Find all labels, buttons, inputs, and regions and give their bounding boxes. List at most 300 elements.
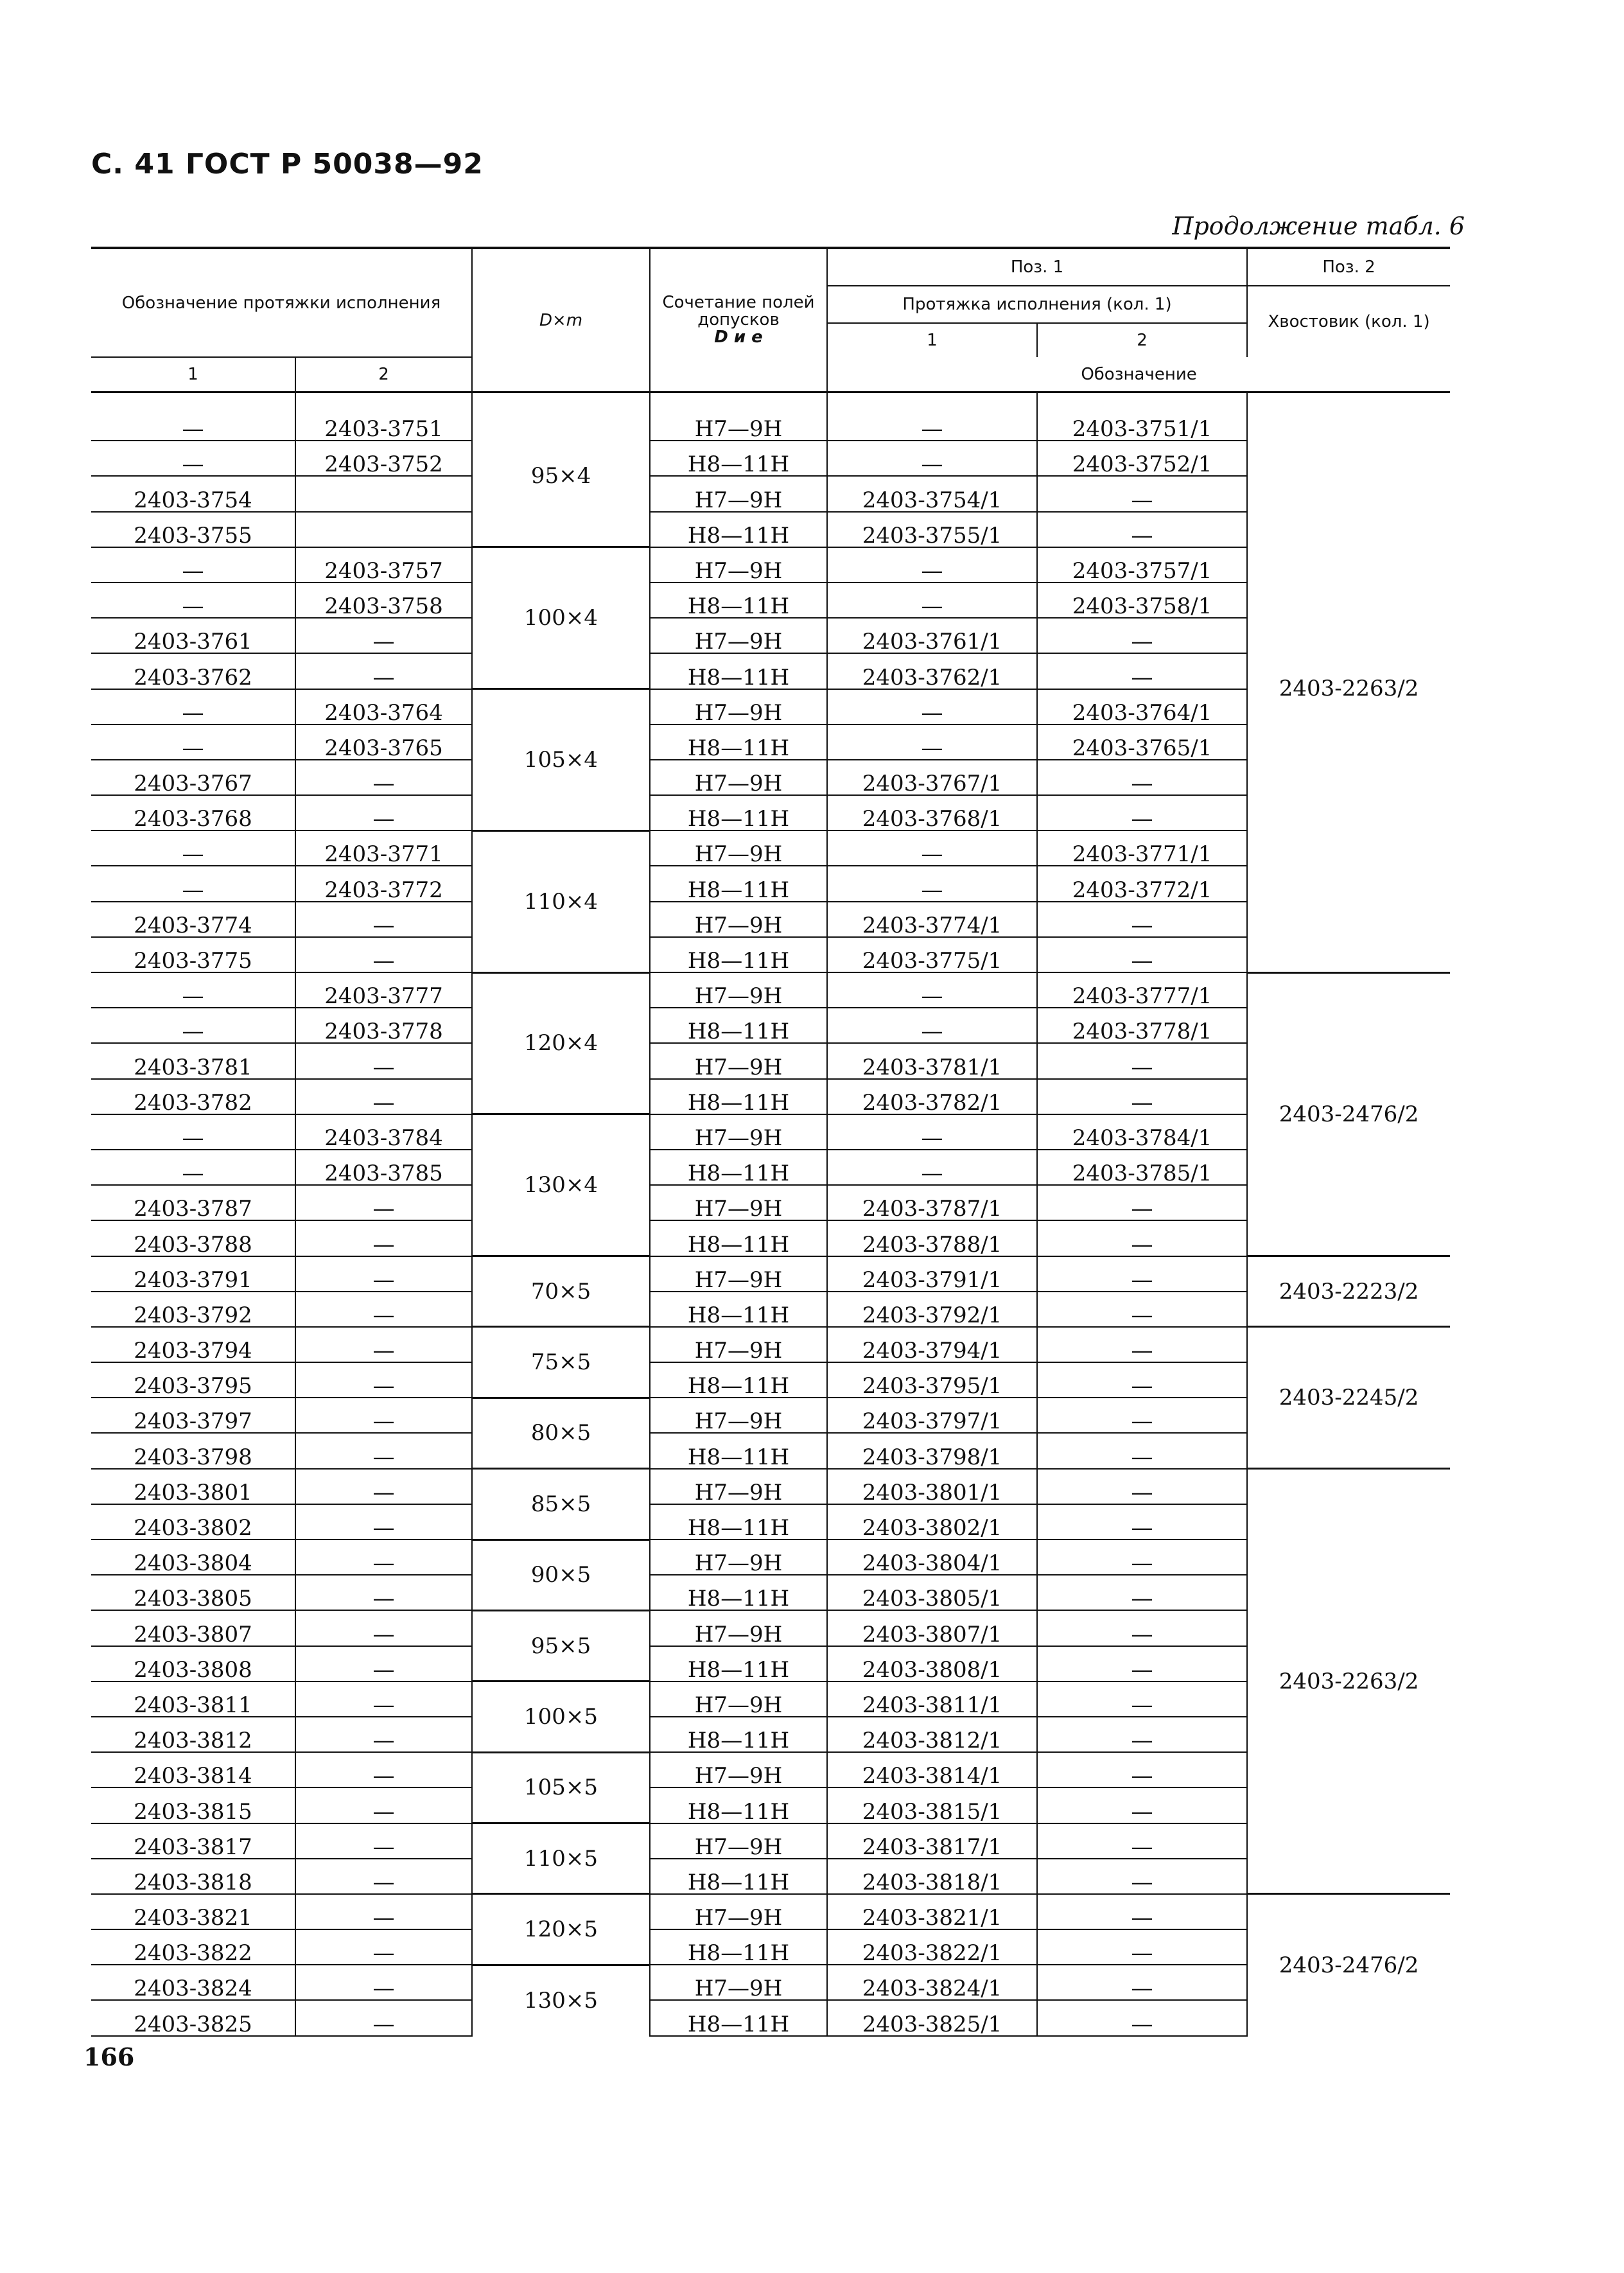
cell-fit: H7—9H xyxy=(650,1398,827,1433)
header-fits-label: Сочетание полей допусков xyxy=(662,292,815,329)
cell-fit: H7—9H xyxy=(650,760,827,795)
cell-dxm: 90×5 xyxy=(472,1540,650,1610)
cell-design-1: 2403-3767 xyxy=(91,760,295,795)
cell-fit: H8—11H xyxy=(650,937,827,972)
table-row xyxy=(91,406,1450,441)
cell-dxm: 130×5 xyxy=(472,1965,650,2035)
header-col1: 1 xyxy=(91,357,295,392)
cell-pos1-1: 2403-3821/1 xyxy=(827,1894,1037,1929)
cell-fit: H7—9H xyxy=(650,972,827,1008)
table-row xyxy=(91,1823,1450,1859)
cell-pos1-1: 2403-3788/1 xyxy=(827,1220,1037,1256)
cell-design-2: — xyxy=(295,1929,472,1965)
cell-pos1-1: 2403-3817/1 xyxy=(827,1823,1037,1859)
cell-pos1-2: — xyxy=(1037,1043,1247,1078)
cell-design-1: 2403-3788 xyxy=(91,1220,295,1256)
cell-design-1: — xyxy=(91,689,295,724)
cell-pos1-1: 2403-3808/1 xyxy=(827,1646,1037,1681)
cell-shank: 2403-2223/2 xyxy=(1247,1256,1450,1327)
cell-design-1: — xyxy=(91,724,295,760)
cell-fit: H8—11H xyxy=(650,795,827,830)
table-row xyxy=(91,760,1450,795)
cell-design-1: — xyxy=(91,1114,295,1150)
header-col2: 2 xyxy=(295,357,472,392)
cell-design-2: — xyxy=(295,1859,472,1894)
cell-pos1-2: 2403-3757/1 xyxy=(1037,547,1247,583)
cell-pos1-1: 2403-3802/1 xyxy=(827,1504,1037,1540)
cell-pos1-2: — xyxy=(1037,1292,1247,1327)
cell-dxm: 110×5 xyxy=(472,1823,650,1894)
cell-shank: 2403-2476/2 xyxy=(1247,972,1450,1256)
table-row xyxy=(91,795,1450,830)
table-continuation-caption: Продолжение табл. 6 xyxy=(1172,212,1465,240)
cell-pos1-2: — xyxy=(1037,1965,1247,2000)
cell-pos1-1: 2403-3822/1 xyxy=(827,1929,1037,1965)
header-fits xyxy=(650,248,827,392)
cell-pos1-1: 2403-3797/1 xyxy=(827,1398,1037,1433)
cell-pos1-1: 2403-3807/1 xyxy=(827,1610,1037,1646)
cell-pos1-2: 2403-3758/1 xyxy=(1037,583,1247,618)
cell-design-2: — xyxy=(295,760,472,795)
table-row xyxy=(91,1929,1450,1965)
cell-pos1-2: — xyxy=(1037,1469,1247,1504)
cell-design-1: 2403-3768 xyxy=(91,795,295,830)
table-row xyxy=(91,1894,1450,1929)
cell-pos1-2: — xyxy=(1037,902,1247,937)
table-row xyxy=(91,866,1450,901)
cell-fit: H7—9H xyxy=(650,689,827,724)
table-row xyxy=(91,1859,1450,1894)
table-row xyxy=(91,1398,1450,1433)
cell-fit: H7—9H xyxy=(650,476,827,511)
table-row xyxy=(91,1646,1450,1681)
cell-fit: H8—11H xyxy=(650,583,827,618)
cell-pos1-2: — xyxy=(1037,795,1247,830)
cell-design-2: — xyxy=(295,1965,472,2000)
cell-pos1-1: 2403-3794/1 xyxy=(827,1327,1037,1362)
cell-pos1-1: 2403-3801/1 xyxy=(827,1469,1037,1504)
table-row xyxy=(91,618,1450,653)
header-fits-sub: D и e xyxy=(714,328,763,347)
broach-table xyxy=(91,247,1450,2037)
cell-fit: H7—9H xyxy=(650,1114,827,1150)
table-row xyxy=(91,1610,1450,1646)
cell-pos1-1: — xyxy=(827,689,1037,724)
cell-design-2: 2403-3772 xyxy=(295,866,472,901)
table-row xyxy=(91,1043,1450,1078)
cell-pos1-1: 2403-3782/1 xyxy=(827,1079,1037,1114)
header-designation: Обозначение протяжки исполнения xyxy=(91,248,472,357)
cell-design-1: — xyxy=(91,866,295,901)
table-row xyxy=(91,653,1450,689)
header-pos1: Поз. 1 xyxy=(827,248,1247,286)
cell-fit: H8—11H xyxy=(650,1150,827,1185)
cell-pos1-1: — xyxy=(827,1150,1037,1185)
cell-design-1: 2403-3794 xyxy=(91,1327,295,1362)
table-row xyxy=(91,1362,1450,1398)
cell-shank: 2403-2476/2 xyxy=(1247,1894,1450,2036)
cell-design-1: 2403-3774 xyxy=(91,902,295,937)
cell-pos1-2: — xyxy=(1037,1220,1247,1256)
cell-pos1-2: — xyxy=(1037,1717,1247,1752)
cell-design-2: — xyxy=(295,1398,472,1433)
cell-fit: H7—9H xyxy=(650,1610,827,1646)
cell-pos1-2: — xyxy=(1037,1894,1247,1929)
cell-design-1: — xyxy=(91,1150,295,1185)
table-row xyxy=(91,1540,1450,1575)
cell-design-1: 2403-3802 xyxy=(91,1504,295,1540)
cell-design-1: 2403-3754 xyxy=(91,476,295,511)
cell-design-1: — xyxy=(91,583,295,618)
cell-dxm: 100×5 xyxy=(472,1681,650,1752)
cell-design-2: — xyxy=(295,618,472,653)
cell-pos1-1: 2403-3761/1 xyxy=(827,618,1037,653)
cell-pos1-2: 2403-3784/1 xyxy=(1037,1114,1247,1150)
cell-fit: H8—11H xyxy=(650,441,827,476)
cell-design-2: — xyxy=(295,1504,472,1540)
cell-design-1: 2403-3798 xyxy=(91,1433,295,1468)
cell-fit: H7—9H xyxy=(650,1469,827,1504)
cell-dxm: 105×5 xyxy=(472,1752,650,1823)
cell-fit: H8—11H xyxy=(650,1292,827,1327)
cell-design-1: 2403-3805 xyxy=(91,1575,295,1610)
cell-design-2: 2403-3778 xyxy=(295,1008,472,1043)
cell-fit: H7—9H xyxy=(650,902,827,937)
cell-design-1: 2403-3822 xyxy=(91,1929,295,1965)
table-row xyxy=(91,1220,1450,1256)
cell-pos1-2: — xyxy=(1037,1859,1247,1894)
cell-design-1: 2403-3807 xyxy=(91,1610,295,1646)
cell-fit: H7—9H xyxy=(650,830,827,866)
cell-pos1-2: — xyxy=(1037,1398,1247,1433)
table-body xyxy=(91,392,1450,2036)
cell-design-1: 2403-3775 xyxy=(91,937,295,972)
cell-pos1-2: 2403-3751/1 xyxy=(1037,406,1247,441)
cell-design-2: — xyxy=(295,1787,472,1823)
cell-fit: H8—11H xyxy=(650,1929,827,1965)
table-row xyxy=(91,1469,1450,1504)
cell-pos1-2: — xyxy=(1037,1929,1247,1965)
cell-design-1: — xyxy=(91,547,295,583)
cell-pos1-2: — xyxy=(1037,618,1247,653)
cell-pos1-2: 2403-3777/1 xyxy=(1037,972,1247,1008)
cell-design-2: — xyxy=(295,1681,472,1717)
page-number: 166 xyxy=(83,2042,135,2071)
cell-fit: H7—9H xyxy=(650,1681,827,1717)
cell-design-1: 2403-3818 xyxy=(91,1859,295,1894)
cell-fit: H8—11H xyxy=(650,1575,827,1610)
cell-fit: H7—9H xyxy=(650,1256,827,1292)
cell-pos1-1: 2403-3775/1 xyxy=(827,937,1037,972)
table-row xyxy=(91,1185,1450,1220)
table-row xyxy=(91,1292,1450,1327)
cell-pos1-1: — xyxy=(827,583,1037,618)
header-p2: 2 xyxy=(1037,323,1247,357)
table-row xyxy=(91,1787,1450,1823)
cell-pos1-2: — xyxy=(1037,1256,1247,1292)
cell-pos1-1: — xyxy=(827,1008,1037,1043)
cell-pos1-2: — xyxy=(1037,512,1247,547)
cell-design-2 xyxy=(295,512,472,547)
cell-fit: H8—11H xyxy=(650,512,827,547)
cell-dxm: 95×5 xyxy=(472,1610,650,1681)
table-row xyxy=(91,1327,1450,1362)
cell-fit: H8—11H xyxy=(650,866,827,901)
table-row xyxy=(91,1256,1450,1292)
cell-design-1: — xyxy=(91,406,295,441)
cell-shank: 2403-2263/2 xyxy=(1247,1469,1450,1894)
cell-design-2: — xyxy=(295,1610,472,1646)
cell-design-1: — xyxy=(91,972,295,1008)
header-pos2: Поз. 2 xyxy=(1247,248,1450,286)
table-row xyxy=(91,1575,1450,1610)
cell-design-1: — xyxy=(91,1008,295,1043)
cell-fit: H8—11H xyxy=(650,653,827,689)
cell-fit: H7—9H xyxy=(650,1043,827,1078)
cell-pos1-1: 2403-3804/1 xyxy=(827,1540,1037,1575)
cell-pos1-1: 2403-3791/1 xyxy=(827,1256,1037,1292)
cell-fit: H8—11H xyxy=(650,1787,827,1823)
cell-dxm: 110×4 xyxy=(472,830,650,972)
cell-pos1-1: — xyxy=(827,830,1037,866)
header-pos1-sub: Протяжка исполнения (кол. 1) xyxy=(827,286,1247,323)
cell-pos1-2: 2403-3771/1 xyxy=(1037,830,1247,866)
cell-fit: H8—11H xyxy=(650,1008,827,1043)
cell-fit: H8—11H xyxy=(650,1504,827,1540)
table-row xyxy=(91,1008,1450,1043)
cell-dxm: 130×4 xyxy=(472,1114,650,1256)
cell-pos1-2: — xyxy=(1037,1540,1247,1575)
table-row xyxy=(91,1433,1450,1468)
cell-pos1-1: 2403-3787/1 xyxy=(827,1185,1037,1220)
cell-fit: H8—11H xyxy=(650,1646,827,1681)
cell-fit: H8—11H xyxy=(650,1859,827,1894)
cell-pos1-2: — xyxy=(1037,476,1247,511)
cell-fit: H7—9H xyxy=(650,1823,827,1859)
cell-design-1: 2403-3814 xyxy=(91,1752,295,1787)
cell-pos1-1: 2403-3815/1 xyxy=(827,1787,1037,1823)
cell-pos1-1: 2403-3754/1 xyxy=(827,476,1037,511)
cell-pos1-1: — xyxy=(827,547,1037,583)
cell-pos1-2: — xyxy=(1037,1327,1247,1362)
cell-shank: 2403-2245/2 xyxy=(1247,1327,1450,1469)
cell-pos1-2: 2403-3764/1 xyxy=(1037,689,1247,724)
cell-design-1: 2403-3801 xyxy=(91,1469,295,1504)
cell-pos1-1: 2403-3774/1 xyxy=(827,902,1037,937)
cell-dxm: 95×4 xyxy=(472,406,650,547)
cell-pos1-2: 2403-3785/1 xyxy=(1037,1150,1247,1185)
cell-pos1-1: — xyxy=(827,406,1037,441)
cell-pos1-2: — xyxy=(1037,653,1247,689)
cell-dxm: 105×4 xyxy=(472,689,650,831)
table-row xyxy=(91,1079,1450,1114)
cell-pos1-1: 2403-3812/1 xyxy=(827,1717,1037,1752)
cell-fit: H7—9H xyxy=(650,1894,827,1929)
cell-pos1-2: — xyxy=(1037,2000,1247,2035)
cell-fit: H7—9H xyxy=(650,1327,827,1362)
cell-design-2: — xyxy=(295,653,472,689)
cell-design-2: — xyxy=(295,2000,472,2035)
cell-pos1-2: 2403-3772/1 xyxy=(1037,866,1247,901)
cell-design-2: — xyxy=(295,1717,472,1752)
cell-pos1-2: — xyxy=(1037,1185,1247,1220)
cell-design-1: 2403-3795 xyxy=(91,1362,295,1398)
cell-design-1: 2403-3811 xyxy=(91,1681,295,1717)
cell-pos1-1: — xyxy=(827,724,1037,760)
cell-pos1-1: 2403-3798/1 xyxy=(827,1433,1037,1468)
cell-design-2: 2403-3764 xyxy=(295,689,472,724)
cell-design-2: 2403-3765 xyxy=(295,724,472,760)
cell-pos1-2: — xyxy=(1037,937,1247,972)
cell-design-2: — xyxy=(295,1433,472,1468)
cell-fit: H7—9H xyxy=(650,1965,827,2000)
table-row xyxy=(91,1752,1450,1787)
header-dxm: D×m xyxy=(472,248,650,392)
table-row xyxy=(91,724,1450,760)
cell-pos1-2: — xyxy=(1037,1079,1247,1114)
cell-design-1: 2403-3761 xyxy=(91,618,295,653)
cell-design-2: — xyxy=(295,1185,472,1220)
cell-design-2: 2403-3752 xyxy=(295,441,472,476)
cell-pos1-1: 2403-3755/1 xyxy=(827,512,1037,547)
cell-pos1-2: — xyxy=(1037,1823,1247,1859)
cell-design-1: 2403-3792 xyxy=(91,1292,295,1327)
cell-pos1-2: — xyxy=(1037,1646,1247,1681)
header-oboz: Обозначение xyxy=(827,357,1450,392)
cell-pos1-1: — xyxy=(827,972,1037,1008)
cell-fit: H7—9H xyxy=(650,618,827,653)
cell-dxm: 70×5 xyxy=(472,1256,650,1327)
cell-fit: H8—11H xyxy=(650,1220,827,1256)
cell-design-1: 2403-3791 xyxy=(91,1256,295,1292)
cell-design-2: — xyxy=(295,902,472,937)
cell-fit: H8—11H xyxy=(650,1362,827,1398)
cell-dxm: 120×5 xyxy=(472,1894,650,1965)
cell-design-1: 2403-3787 xyxy=(91,1185,295,1220)
cell-fit: H8—11H xyxy=(650,1433,827,1468)
header-pos2-sub: Хвостовик (кол. 1) xyxy=(1247,286,1450,357)
cell-dxm: 120×4 xyxy=(472,972,650,1114)
cell-pos1-1: — xyxy=(827,441,1037,476)
cell-pos1-1: 2403-3767/1 xyxy=(827,760,1037,795)
cell-pos1-1: 2403-3795/1 xyxy=(827,1362,1037,1398)
cell-design-1: 2403-3782 xyxy=(91,1079,295,1114)
cell-design-1: 2403-3804 xyxy=(91,1540,295,1575)
cell-pos1-2: — xyxy=(1037,1752,1247,1787)
cell-design-2: — xyxy=(295,1646,472,1681)
cell-design-1: 2403-3808 xyxy=(91,1646,295,1681)
cell-design-2: — xyxy=(295,1292,472,1327)
table-row xyxy=(91,512,1450,547)
cell-fit: H7—9H xyxy=(650,1540,827,1575)
cell-fit: H8—11H xyxy=(650,2000,827,2035)
cell-design-2: 2403-3785 xyxy=(295,1150,472,1185)
cell-design-2: — xyxy=(295,1823,472,1859)
cell-fit: H7—9H xyxy=(650,1185,827,1220)
cell-fit: H7—9H xyxy=(650,1752,827,1787)
table-row xyxy=(91,583,1450,618)
cell-design-1: — xyxy=(91,830,295,866)
cell-design-2: — xyxy=(295,1540,472,1575)
table-row xyxy=(91,476,1450,511)
cell-design-2: 2403-3784 xyxy=(295,1114,472,1150)
cell-pos1-1: 2403-3792/1 xyxy=(827,1292,1037,1327)
table-row xyxy=(91,441,1450,476)
cell-pos1-2: — xyxy=(1037,1787,1247,1823)
cell-pos1-2: 2403-3752/1 xyxy=(1037,441,1247,476)
page-title: С. 41 ГОСТ Р 50038—92 xyxy=(91,148,484,180)
cell-design-1: 2403-3821 xyxy=(91,1894,295,1929)
cell-design-2: 2403-3771 xyxy=(295,830,472,866)
cell-design-2: 2403-3777 xyxy=(295,972,472,1008)
cell-design-2: — xyxy=(295,1575,472,1610)
cell-design-2: — xyxy=(295,795,472,830)
cell-design-1: 2403-3797 xyxy=(91,1398,295,1433)
cell-design-1: 2403-3825 xyxy=(91,2000,295,2035)
cell-fit: H7—9H xyxy=(650,547,827,583)
cell-design-2: — xyxy=(295,937,472,972)
cell-pos1-1: 2403-3825/1 xyxy=(827,2000,1037,2035)
cell-design-2: — xyxy=(295,1043,472,1078)
cell-fit: H8—11H xyxy=(650,724,827,760)
table-row xyxy=(91,902,1450,937)
cell-pos1-1: 2403-3811/1 xyxy=(827,1681,1037,1717)
cell-pos1-1: 2403-3768/1 xyxy=(827,795,1037,830)
cell-design-1: 2403-3755 xyxy=(91,512,295,547)
cell-pos1-1: 2403-3805/1 xyxy=(827,1575,1037,1610)
cell-fit: H8—11H xyxy=(650,1079,827,1114)
cell-pos1-2: — xyxy=(1037,1362,1247,1398)
cell-dxm: 80×5 xyxy=(472,1398,650,1468)
cell-pos1-1: 2403-3781/1 xyxy=(827,1043,1037,1078)
cell-design-2 xyxy=(295,476,472,511)
cell-pos1-1: 2403-3818/1 xyxy=(827,1859,1037,1894)
cell-design-1: 2403-3817 xyxy=(91,1823,295,1859)
table-row xyxy=(91,1114,1450,1150)
cell-pos1-1: 2403-3824/1 xyxy=(827,1965,1037,2000)
table-row xyxy=(91,547,1450,583)
table-row xyxy=(91,830,1450,866)
cell-pos1-2: 2403-3778/1 xyxy=(1037,1008,1247,1043)
cell-design-2: 2403-3757 xyxy=(295,547,472,583)
cell-design-2: — xyxy=(295,1220,472,1256)
cell-fit: H7—9H xyxy=(650,406,827,441)
cell-design-1: 2403-3824 xyxy=(91,1965,295,2000)
header-p1: 1 xyxy=(827,323,1037,357)
cell-pos1-1: 2403-3814/1 xyxy=(827,1752,1037,1787)
cell-pos1-2: 2403-3765/1 xyxy=(1037,724,1247,760)
cell-design-1: 2403-3762 xyxy=(91,653,295,689)
cell-pos1-2: — xyxy=(1037,1610,1247,1646)
table-row xyxy=(91,2000,1450,2035)
table-row xyxy=(91,1681,1450,1717)
cell-dxm: 100×4 xyxy=(472,547,650,689)
cell-dxm: 85×5 xyxy=(472,1469,650,1540)
table-row xyxy=(91,937,1450,972)
cell-design-2: — xyxy=(295,1894,472,1929)
cell-design-1: 2403-3815 xyxy=(91,1787,295,1823)
cell-pos1-2: — xyxy=(1037,1681,1247,1717)
table-row xyxy=(91,1717,1450,1752)
table-row xyxy=(91,1150,1450,1185)
cell-design-2: — xyxy=(295,1469,472,1504)
cell-pos1-1: 2403-3762/1 xyxy=(827,653,1037,689)
cell-design-1: 2403-3781 xyxy=(91,1043,295,1078)
cell-dxm: 75×5 xyxy=(472,1327,650,1398)
cell-fit: H8—11H xyxy=(650,1717,827,1752)
table-row xyxy=(91,1965,1450,2000)
table-row xyxy=(91,689,1450,724)
